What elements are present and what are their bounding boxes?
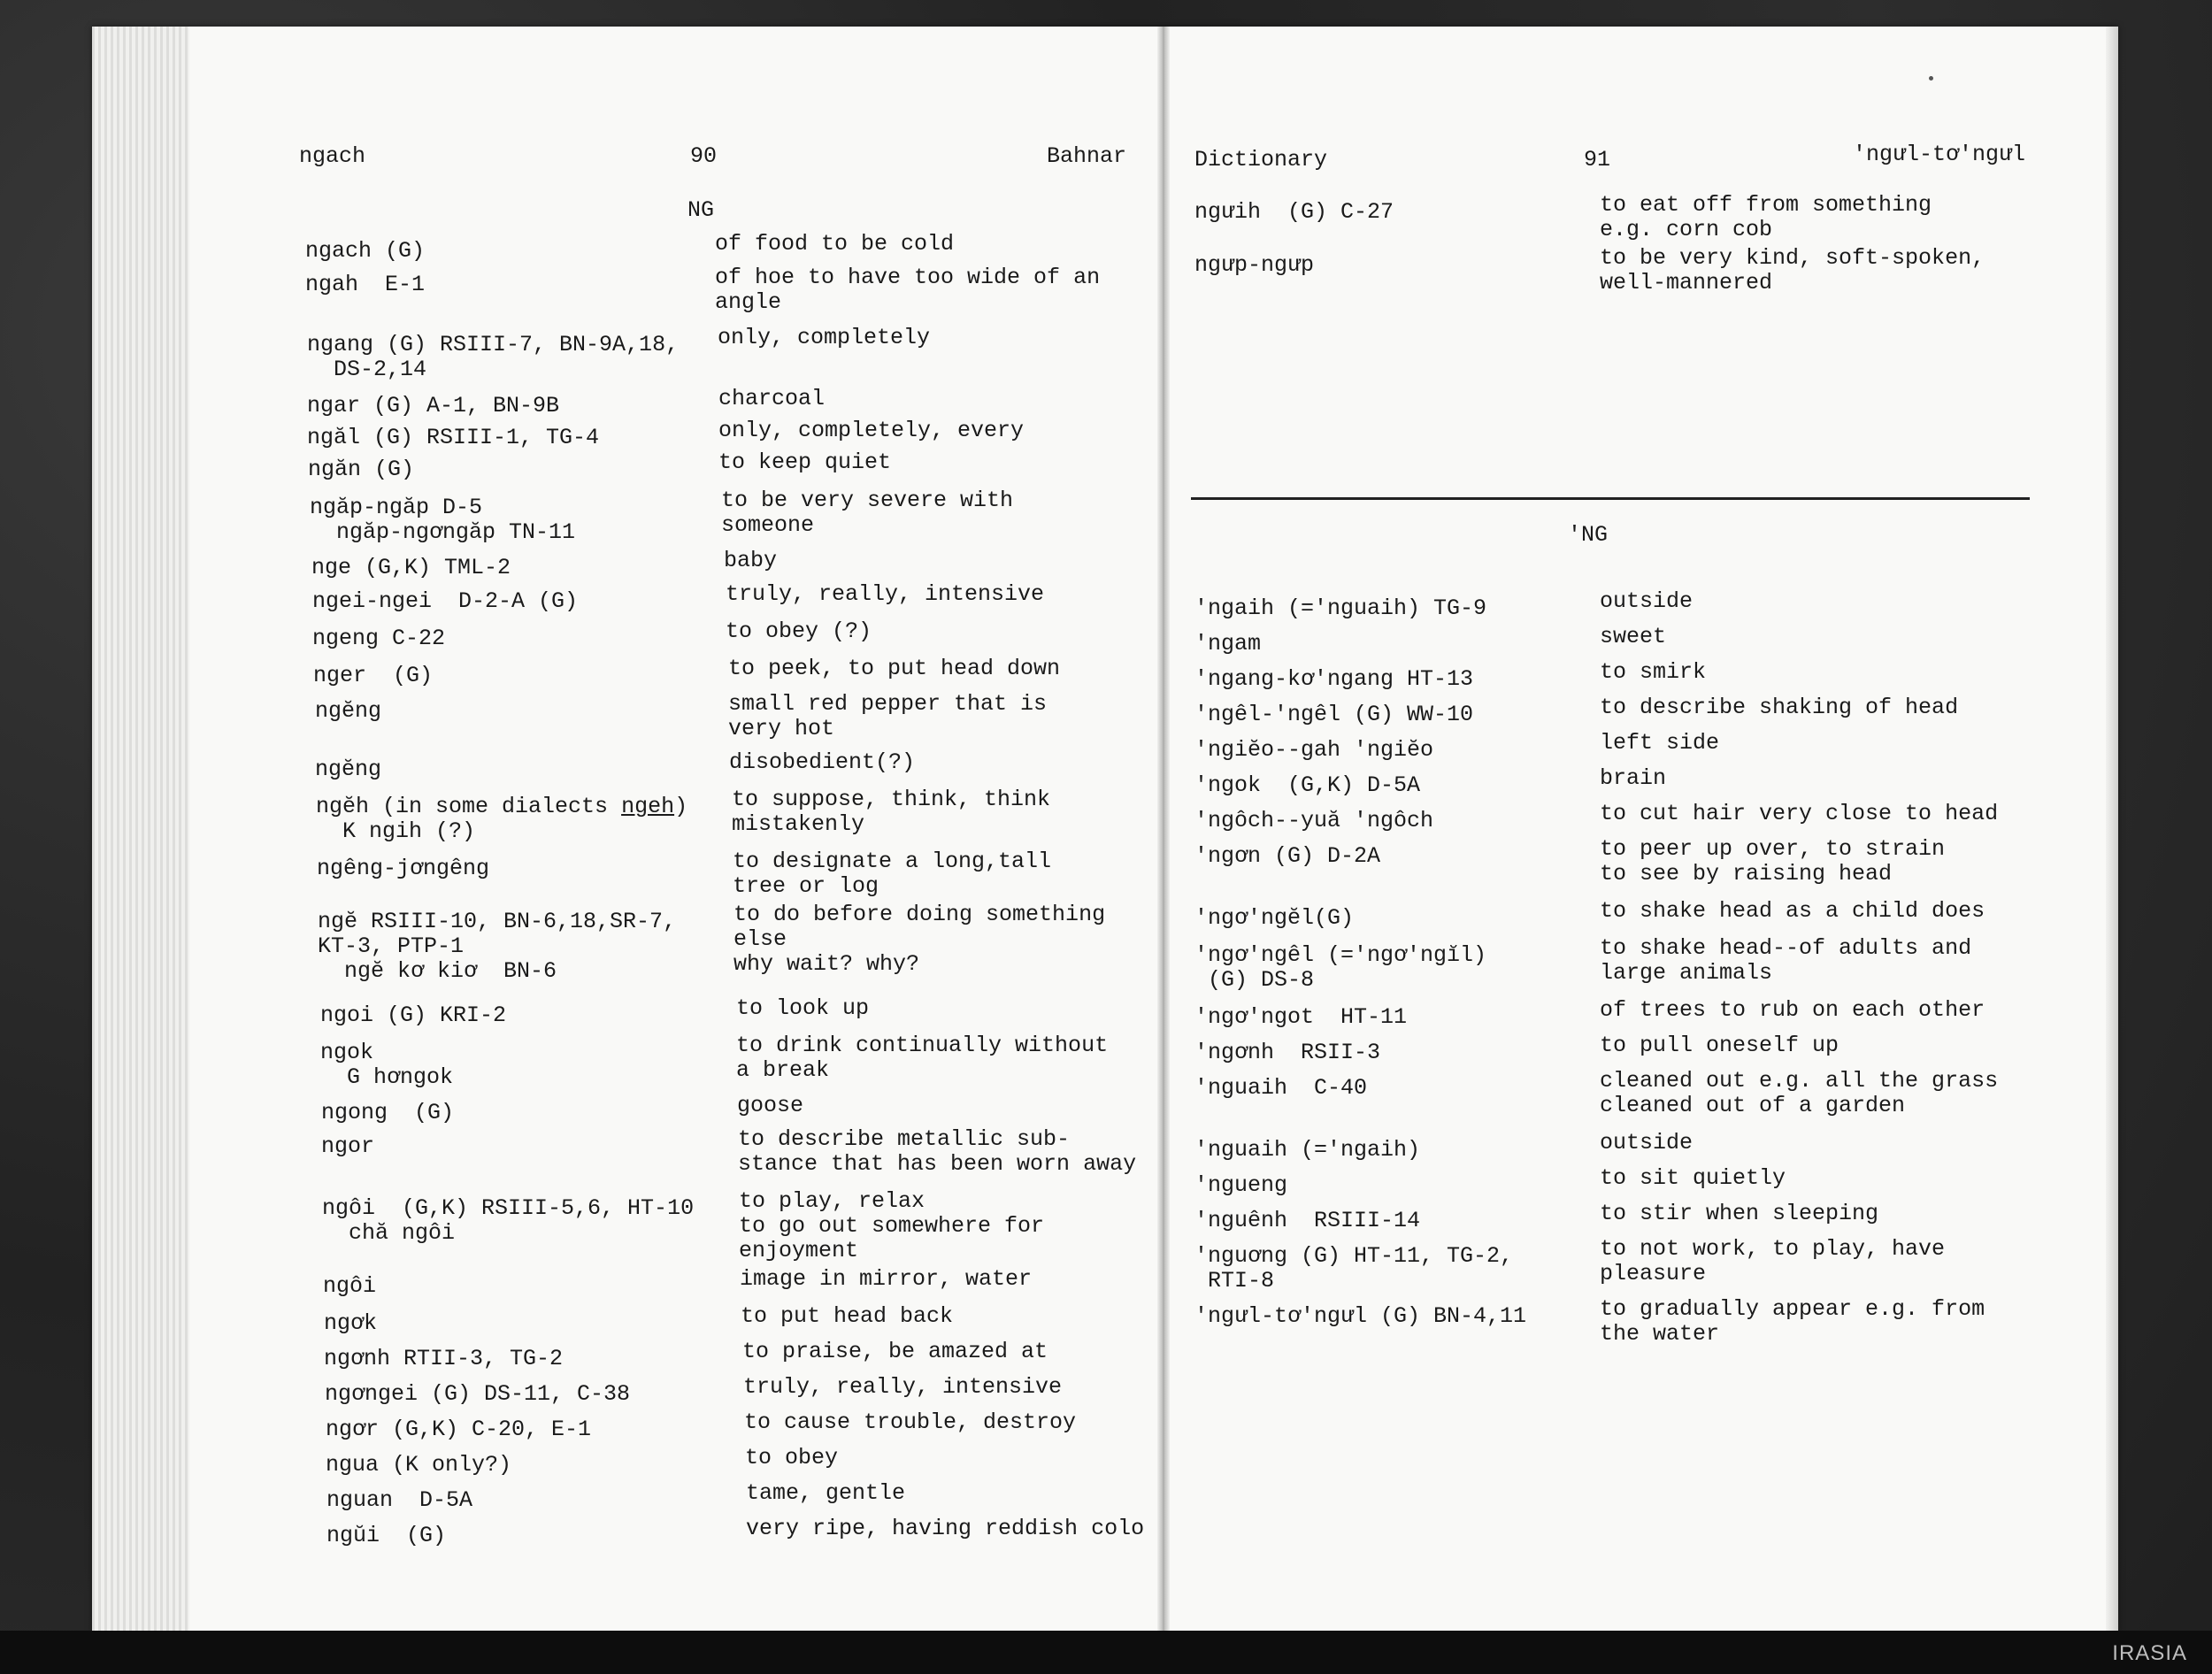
left-entry-headword: ngang (G) RSIII-7, BN-9A,18, DS-2,14 [307,332,680,382]
right-entry-definition: to sit quietly [1600,1165,1786,1191]
right-entry-definition: outside [1600,1130,1694,1156]
left-entry-headword: nger (G) [313,663,434,688]
left-entry-headword: ngĕ RSIII-10, BN-6,18,SR-7, KT-3, PTP-1 ngĕ kơ kiơ BN-6 [318,909,677,984]
ink-speck [1929,76,1933,81]
left-entry-headword: ngong (G) [321,1100,455,1125]
right-entry-headword: 'ngơ'ngêl (='ngơ'ngĭl) (G) DS-8 [1194,942,1487,993]
left-entry-headword: ngach (G) [305,238,426,264]
left-header-title: Bahnar [1047,143,1127,169]
left-entry-definition: of food to be cold [715,231,955,257]
left-entry-headword: ngơngei (G) DS-11, C-38 [325,1381,631,1407]
left-entry-definition: to drink continually without a break [736,1033,1109,1083]
left-entry-headword: ngor [321,1133,375,1159]
left-entry-definition: of hoe to have too wide of an angle [715,265,1101,315]
right-header-title: 'ngưl-tơ'ngưl [1853,142,2026,167]
left-entry-headword: ngăl (G) RSIII-1, TG-4 [307,425,600,450]
left-entry-definition: charcoal [718,386,826,411]
right-entry-headword: 'ngôch--yuă 'ngôch [1194,808,1434,833]
left-entry-headword: ngĕng [315,698,382,724]
left-entry-definition: disobedient(?) [729,749,916,775]
left-entry-definition: to look up [736,995,870,1021]
left-entry-definition: to suppose, think, think mistakenly [732,787,1051,837]
left-entry-definition: very ripe, having reddish colo [746,1516,1145,1541]
right-page-number: 91 [1584,147,1611,173]
right-entry-definition: to gradually appear e.g. from the water [1600,1296,1985,1347]
right-entry-headword: 'ngueng [1194,1172,1288,1198]
left-section-heading: NG [687,197,715,223]
left-entry-headword: ngôi [323,1273,377,1299]
right-top-entry-definition: to be very kind, soft-spoken, well-mannered [1600,245,1985,296]
left-entry-headword: ngah E-1 [305,272,426,297]
left-entry-headword: ngei-ngei D-2-A (G) [312,588,579,614]
left-entry-definition: to designate a long,tall tree or log [733,849,1052,899]
right-entry-definition: to not work, to play, have pleasure [1600,1236,1946,1286]
left-entry-definition: truly, really, intensive [743,1374,1063,1400]
left-entry-definition: truly, really, intensive [726,581,1045,607]
right-entry-headword: 'ngơn (G) D-2A [1194,843,1381,869]
left-entry-definition: to do before doing something else why wait? why? [733,902,1106,977]
left-entry-definition: to obey (?) [726,618,872,644]
left-entry-definition: to keep quiet [718,449,892,475]
left-entry-definition: image in mirror, water [740,1266,1033,1292]
left-entry-definition: to put head back [741,1303,954,1329]
right-entry-definition: to stir when sleeping [1600,1201,1879,1226]
left-entry-definition: only, completely, every [718,418,1025,443]
right-entry-definition: to smirk [1600,659,1707,685]
left-entry-headword: ngơk [324,1310,378,1336]
right-entry-definition: to describe shaking of head [1600,695,1959,720]
right-entry-definition: to pull oneself up [1600,1033,1839,1058]
left-entry-headword: ngĕng [315,756,382,782]
right-entry-headword: 'nguênh RSIII-14 [1194,1208,1421,1233]
right-entry-headword: 'ngaih (='nguaih) TG-9 [1194,595,1487,621]
left-entry-definition: to be very severe with someone [721,488,1014,538]
right-entry-definition: cleaned out e.g. all the grass cleaned out of a garden [1600,1068,1999,1118]
right-entry-headword: 'ngơ'ngĕl(G) [1194,905,1355,931]
left-entry-headword: ngar (G) A-1, BN-9B [307,393,560,418]
right-section-heading: 'NG [1568,522,1609,548]
right-entry-headword: 'ngêl-'ngêl (G) WW-10 [1194,702,1474,727]
left-entry-headword: ngăp-ngăp D-5 ngăp-ngơngăp TN-11 [310,495,576,545]
left-entry-definition: to peek, to put head down [728,656,1061,681]
left-entry-definition: to cause trouble, destroy [744,1409,1077,1435]
left-entry-headword: nge (G,K) TML-2 [311,555,511,580]
right-entry-headword: 'ngơnh RSII-3 [1194,1040,1381,1065]
left-page-number: 90 [690,143,718,169]
right-entry-definition: sweet [1600,624,1667,649]
left-entry-definition: to obey [745,1445,839,1471]
left-entry-definition: to praise, be amazed at [742,1339,1048,1364]
right-top-entry-headword: ngưih (G) C-27 [1194,199,1394,225]
right-top-entry-definition: to eat off from something e.g. corn cob [1600,192,1932,242]
right-entry-headword: 'nguaih (='ngaih) [1194,1137,1421,1163]
left-entry-headword: ngŭi (G) [326,1523,447,1548]
right-entry-headword: 'ngam [1194,631,1262,657]
right-entry-definition: to shake head as a child does [1600,898,1985,924]
right-page-edge [2106,27,2118,1632]
right-entry-definition: outside [1600,588,1694,614]
left-entry-headword: ngeng C-22 [312,626,446,651]
right-entry-definition: to peer up over, to strain to see by raising head [1600,836,1946,887]
underlined-variant: ngeh [621,794,675,819]
left-entry-headword: ngĕh (in some dialects ngeh) K ngih (?) [316,794,688,844]
left-entry-definition: only, completely [718,325,931,350]
right-top-entry-headword: ngưp-ngưp [1194,252,1315,278]
right-entry-definition: left side [1600,730,1720,756]
left-entry-headword: nguan D-5A [326,1487,473,1513]
left-entry-headword: ngok G hơngok [320,1040,454,1090]
left-entry-definition: tame, gentle [746,1480,906,1506]
left-entry-headword: ngoi (G) KRI-2 [320,1002,507,1028]
left-entry-definition: baby [724,548,778,573]
right-entry-headword: 'nguơng (G) HT-11, TG-2, RTI-8 [1194,1243,1514,1294]
right-entry-headword: 'ngok (G,K) D-5A [1194,772,1421,798]
left-entry-headword: ngua (K only?) [326,1452,512,1478]
left-header-word: ngach [299,143,366,169]
right-entry-headword: 'ngang-kơ'ngang HT-13 [1194,666,1474,692]
bottom-bar [0,1631,2212,1674]
watermark-label: IRASIA [2112,1641,2187,1665]
book-spine [1157,27,1170,1632]
right-entry-headword: 'nguaih C-40 [1194,1075,1368,1101]
right-entry-definition: to shake head--of adults and large animals [1600,935,1972,986]
left-entry-headword: ngơr (G,K) C-20, E-1 [326,1417,592,1442]
left-entry-headword: ngơnh RTII-3, TG-2 [324,1346,564,1371]
left-entry-definition: to describe metallic sub- stance that has been worn away [738,1126,1137,1177]
right-entry-definition: to cut hair very close to head [1600,801,1999,826]
right-header-word: Dictionary [1194,147,1328,173]
left-entry-headword: ngêng-jơngêng [317,856,490,881]
left-entry-definition: to play, relax to go out somewhere for enjoyment [739,1188,1045,1263]
left-entry-headword: ngôi (G,K) RSIII-5,6, HT-10 chă ngôi [322,1195,695,1246]
right-entry-headword: 'ngiĕo--gah 'ngiĕo [1194,737,1434,763]
left-entry-definition: goose [737,1093,804,1118]
left-entry-definition: small red pepper that is very hot [728,691,1048,741]
right-entry-definition: of trees to rub on each other [1600,997,1985,1023]
right-entry-definition: brain [1600,765,1667,791]
right-entry-headword: 'ngơ'ngot HT-11 [1194,1004,1408,1030]
left-entry-headword: ngăn (G) [308,457,415,482]
right-entry-headword: 'ngưl-tơ'ngưl (G) BN-4,11 [1194,1303,1527,1329]
page-edges [92,27,189,1632]
section-divider [1191,497,2030,500]
